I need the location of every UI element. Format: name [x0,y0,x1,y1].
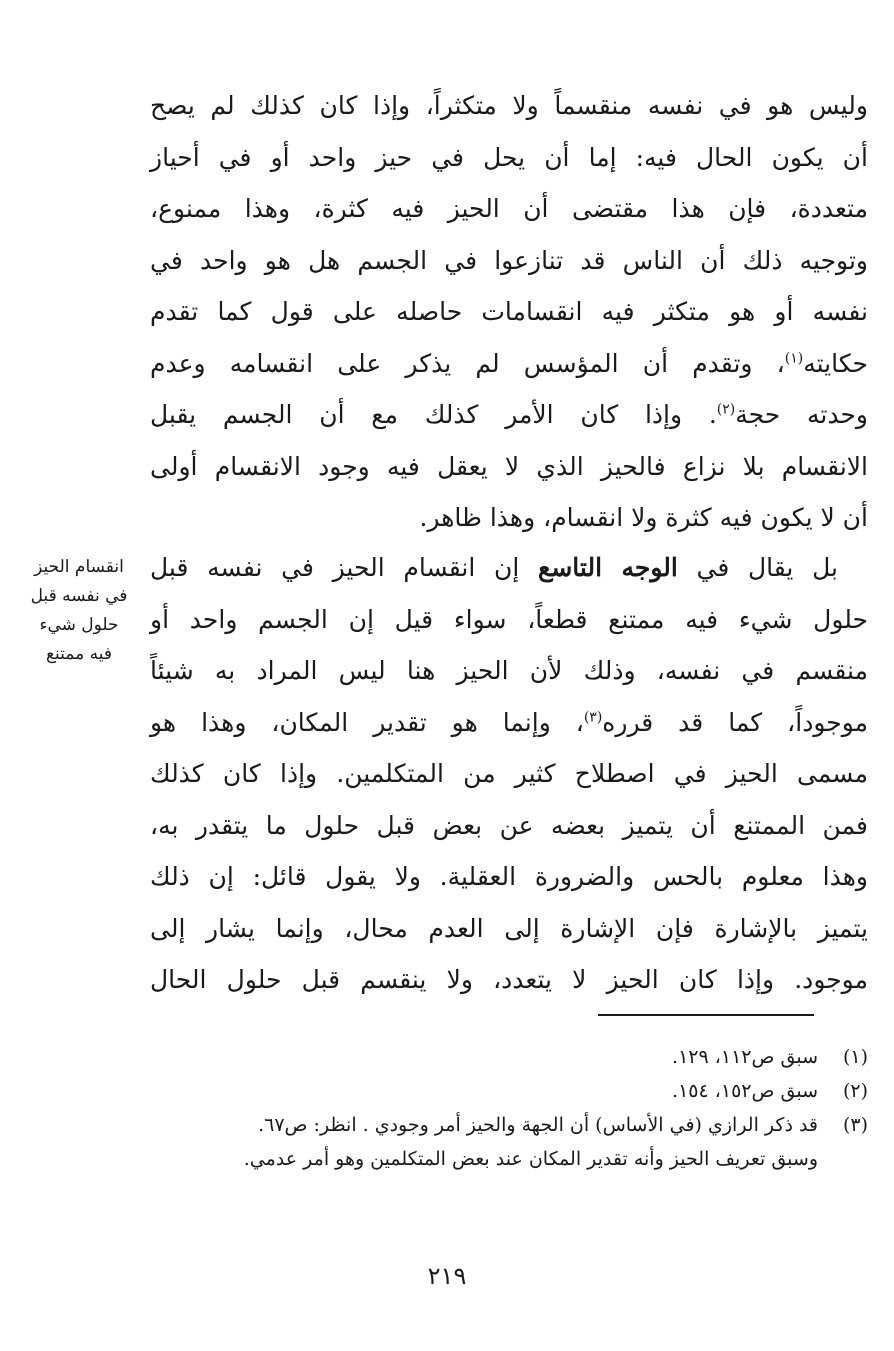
margin-note-line: حلول شيء [39,615,119,635]
text-line: متعددة، فإن هذا مقتضى أن الحيز فيه كثرة، وهذا ممنوع، [150,194,868,223]
footnote-text: سبق ص١١٢، ١٢٩. [672,1046,818,1068]
text-segment: موجوداً، كما قد قرره [602,707,868,737]
text-line: أن يكون الحال فيه: إما أن يحل في حيز واحد أو في أحياز [150,142,868,172]
footnote-3-continuation: وسبق تعريف الحيز وأنه تقدير المكان عند بعض المتكلمين وهو أمر عدمي. [243,1148,818,1170]
text-line: الانقسام بلا نزاع فالحيز الذي لا يعقل فيه وجود الانقسام أولى [150,451,868,481]
text-segment: إن انقسام الحيز في نفسه قبل [150,553,520,582]
text-line [150,697,868,749]
text-line: يتميز بالإشارة فإن الإشارة إلى العدم محال، وإنما يشار إلى [150,913,868,943]
footnote-ref-1[interactable]: (١) [784,350,804,367]
margin-note-line: انقسام الحيز [34,557,124,577]
footnote-number: (١) [842,1046,868,1068]
text-line: وتوجيه ذلك أن الناس قد تنازعوا في الجسم هل هو واحد في [150,245,868,275]
text-line [150,389,868,441]
text-line: موجود. وإذا كان الحيز لا يتعدد، ولا ينقسم قبل حلول الحال [150,965,868,994]
text-segment: . وإذا كان الأمر كذلك مع أن الجسم يقبل [150,400,717,429]
footnote-separator [598,1014,814,1016]
text-line: وهذا معلوم بالحس والضرورة العقلية. ولا يقول قائل: إن ذلك [150,862,868,891]
text-segment: بل يقال في [696,553,838,582]
paragraph-1 [150,80,868,544]
text-line: فمن الممتنع أن يتميز بعضه عن بعض قبل حلول ما يتقدر به، [150,810,868,840]
text-line: حلول شيء فيه ممتنع قطعاً، سواء قيل إن الجسم واحد أو [150,604,868,634]
footnote-1 [150,1040,868,1074]
text-segment: ، وإنما هو تقدير المكان، وهذا هو [150,707,584,737]
text-line [150,542,868,594]
text-line: منقسم في نفسه، وذلك لأن الحيز هنا ليس المراد به شيئاً [150,656,868,685]
footnote-ref-3[interactable]: (٣) [583,709,603,726]
footnotes [150,1040,868,1176]
text-line: أن لا يكون فيه كثرة ولا انقسام، وهذا ظاهر. [419,503,868,532]
text-line: نفسه أو هو متكثر فيه انقسامات حاصله على قول كما تقدم [150,297,868,326]
text-line: مسمى الحيز في اصطلاح كثير من المتكلمين. وإذا كان كذلك [150,759,868,788]
footnote-ref-2[interactable]: (٢) [716,401,736,418]
text-segment: حكايته [803,348,868,378]
footnote-text: سبق ص١٥٢، ١٥٤. [672,1080,818,1102]
paragraph-2 [150,542,868,1006]
text-line [150,338,868,390]
text-segment: ، وتقدم أن المؤسس لم يذكر على انقسامه وعدم [150,348,785,378]
footnote-number: (٣) [842,1114,868,1136]
page-number: ٢١٩ [427,1262,467,1290]
footnote-3 [150,1108,868,1142]
margin-note [24,553,134,669]
margin-note-line: في نفسه قبل [30,586,128,606]
footnote-number: (٢) [842,1080,868,1102]
text-line: وليس هو في نفسه منقسماً ولا متكثراً، وإذا كان كذلك لم يصح [150,91,868,120]
section-heading-inline: الوجه التاسع [538,553,678,582]
margin-note-line: فيه ممتنع [45,644,113,664]
text-segment: وحدته حجة [735,400,868,429]
footnote-text: قد ذكر الرازي (في الأساس) أن الجهة والحيز أمر وجودي . انظر: ص٦٧. [258,1114,818,1136]
footnote-2 [150,1074,868,1108]
